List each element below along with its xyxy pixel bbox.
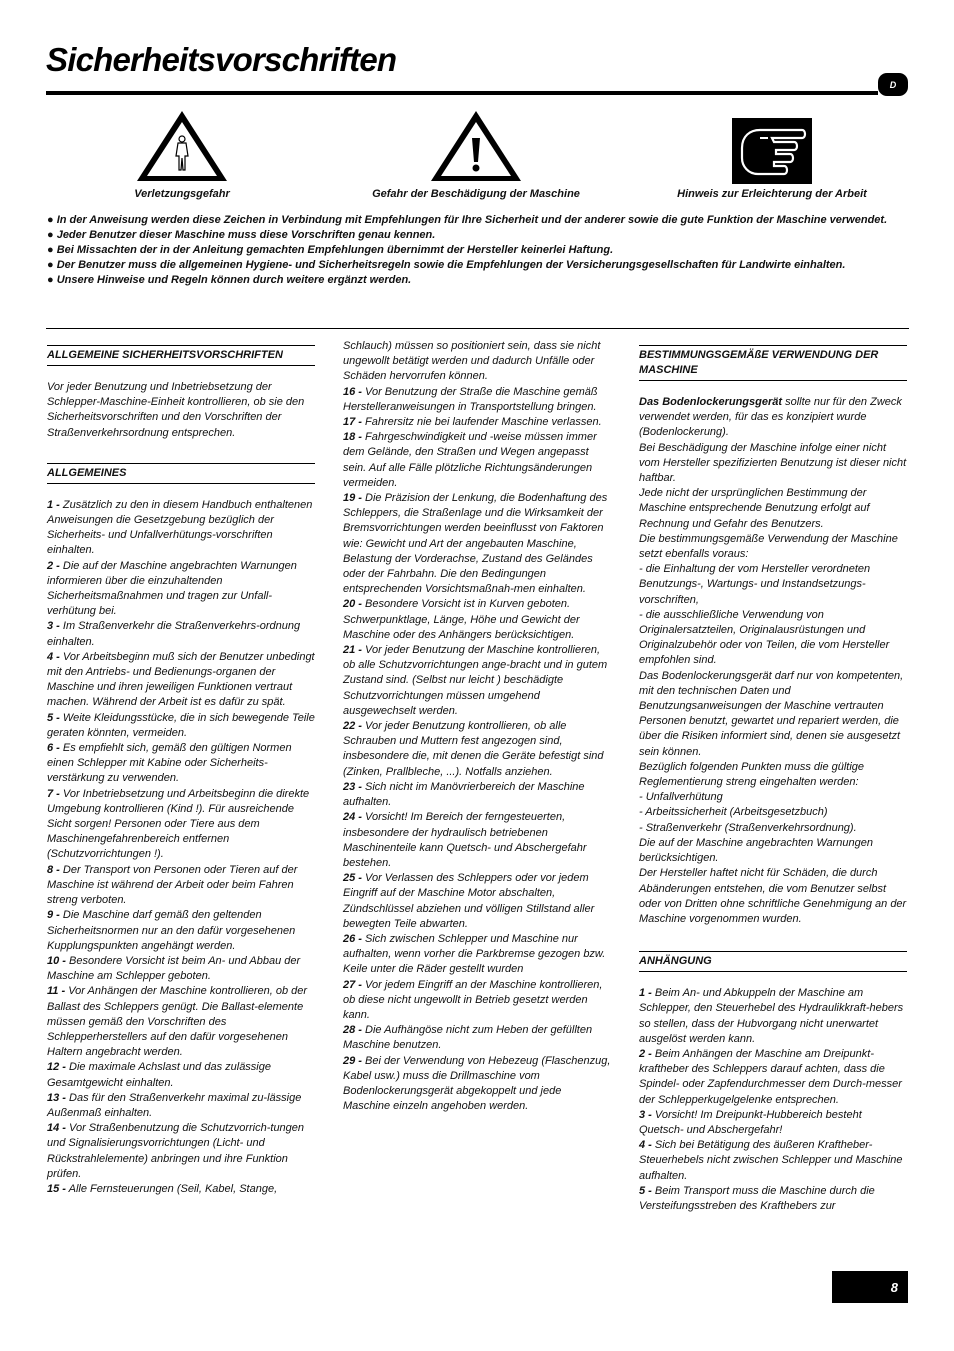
- rule-text: Vor Straßenbenutzung die Schutzvorrich-tungen und Signalisierungsvorrichtungen (Licht- und Rückstrahlelemente) anbringen und ihre Funktion prüfen.: [47, 1122, 305, 1180]
- intended-use-line: Der Hersteller haftet nicht für Schäden, die durch Abänderungen entstehen, die vom Benutzer selbst oder von Dritten ohne schriftliche Genehmigung an der Maschine vorgenommen wurden.: [639, 867, 907, 925]
- rule-text: Alle Fernsteuerungen (Seil, Kabel, Stange,: [65, 1182, 278, 1195]
- rule-text: Sich zwischen Schlepper und Maschine nur aufhalten, wenn vorher die Parkbremse gezogen bzw. Keile unter die Räder gestellt wurden: [343, 932, 606, 976]
- section-heading-intended-use: BESTIMMUNGSGEMÄßE VERWENDUNG DER MASCHINE: [639, 345, 907, 381]
- rule-item: [343, 1054, 611, 1115]
- intro-bullet: ● Unsere Hinweise und Regeln können durch weitere ergänzt werden.: [47, 274, 412, 286]
- hitching-rules-list: [639, 986, 907, 1214]
- intended-use-lead: Das Bodenlockerungsgerät: [639, 396, 783, 408]
- rule-number: 7 -: [47, 787, 60, 800]
- rule-item: [47, 711, 315, 741]
- rule-number: 8 -: [47, 863, 60, 876]
- rule-text: Vor jeder Benutzung kontrollieren, ob alle Schrauben und Muttern fest angezogen sind, insbesondere die, mit denen die Geräte befestigt sind (Zinken, Prallbleche, ...). Notfalls anziehen.: [343, 720, 604, 778]
- intro-bullet: ● Jeder Benutzer dieser Maschine muss diese Vorschriften genau kennen.: [47, 229, 436, 241]
- intended-use-line: - die ausschließliche Verwendung von Originalersatzteilen, Originalausrüstungen und Originalzubehör oder von Teilen, die vom Hersteller empfohlen sind.: [639, 608, 890, 667]
- column-left: [47, 339, 315, 1197]
- rule-number: 12 -: [47, 1061, 66, 1074]
- rule-text: Vorsicht! Im Dreipunkt-Hubbereich besteht Quetsch- und Abschergefahr!: [639, 1108, 862, 1136]
- injury-hazard-person-icon: [134, 108, 230, 184]
- rule-text: Vor Benutzung der Straße die Maschine gemäß Herstelleranweisungen in Transportstellung bringen.: [343, 385, 598, 413]
- rule-text: Fahrgeschwindigkeit und -weise müssen immer dem Gelände, den Straßen und Wegen angepasst sein. Auf alle Fälle plötzliche Richtungsänderungen vermeiden.: [343, 431, 597, 489]
- rule-item: [639, 1184, 907, 1214]
- rule-text: Das für den Straßenverkehr maximal zu-lässige Außenmaß einhalten.: [47, 1091, 302, 1119]
- intended-use-line: Jede nicht der ursprünglichen Bestimmung der Maschine entsprechende Benutzung erfolgt auf Rechnung und Gefahr des Benutzers.: [639, 487, 870, 530]
- intro-bullet: ● Der Benutzer muss die allgemeinen Hygiene- und Sicherheitsregeln sowie die Empfehlungen der Versicherungsgesellschaften für Landwirte einhalten.: [47, 259, 846, 271]
- intended-use-line: Das Bodenlockerungsgerät darf nur von kompetenten, mit den technischen Daten und Benutzungsanweisungen der Maschine vertrauten Personen benutzt, gewartet und repariert werden, die über die Risiken informiert sind, denen sie ausgesetzt sein können.: [639, 669, 904, 758]
- rule-text: Die Aufhängöse nicht zum Heben der gefüllten Maschine benutzen.: [343, 1024, 593, 1052]
- rule-text: Besondere Vorsicht ist in Kurven geboten. Schwerpunktlage, Länge, Höhe und Gewicht der Maschine oder des Anhängers berücksichtigen.: [343, 598, 580, 641]
- intro-bullet: ● Bei Missachten der in der Anleitung gemachten Empfehlungen übernimmt der Hersteller keinerlei Haftung.: [47, 244, 614, 256]
- language-badge: D: [878, 73, 908, 96]
- symbol-work-hint: [642, 108, 902, 200]
- rule-number: 4 -: [639, 1139, 652, 1152]
- symbol-caption: Verletzungsgefahr: [134, 188, 230, 200]
- section-heading-general-safety: ALLGEMEINE SICHERHEITSVORSCHRIFTEN: [47, 345, 315, 366]
- rule-text: Sich nicht im Manövrierbereich der Maschine aufhalten.: [343, 780, 585, 809]
- rule-number: 22 -: [343, 720, 362, 733]
- rule-item: [47, 1182, 315, 1197]
- symbol-injury: [52, 108, 312, 200]
- rule-number: 1 -: [639, 987, 652, 1000]
- rule-item: [47, 954, 315, 984]
- general-rules-list-continued: [343, 385, 611, 1115]
- rule-text: Vor Verlassen des Schleppers oder vor jedem Eingriff auf der Maschine Motor abschalten, Zündschlüssel abziehen und völligen Stillstand aller bewegten Teile abwarten.: [343, 872, 595, 930]
- intended-use-line: - Straßenverkehr (Straßenverkehrsordnung).: [639, 821, 857, 834]
- rule-item: [343, 871, 611, 932]
- rule-number: 2 -: [47, 559, 60, 572]
- general-rules-list: [47, 498, 315, 1197]
- rule-number: 16 -: [343, 385, 362, 398]
- continuation-text: Schlauch) müssen so positioniert sein, dass sie nicht ungewollt betätigt werden und dadurch Unfälle oder Schäden hervorrufen können.: [343, 340, 601, 383]
- rule-number: 2 -: [639, 1047, 652, 1060]
- rule-item: [343, 430, 611, 491]
- section-divider: [46, 328, 909, 329]
- rule-text: Besondere Vorsicht ist beim An- und Abbau der Maschine am Schlepper geboten.: [47, 954, 301, 983]
- rule-item: [47, 619, 315, 649]
- rule-item: [47, 1060, 315, 1090]
- rule-number: 28 -: [343, 1024, 362, 1037]
- rule-number: 6 -: [47, 742, 60, 755]
- rule-text: Der Transport von Personen oder Tieren auf der Maschine ist während der Arbeit oder beim Fahren streng verboten.: [47, 863, 298, 907]
- intended-use-line: - Unfallverhütung: [639, 791, 723, 804]
- intended-use-line: Die bestimmungsgemäße Verwendung der Maschine setzt ebenfalls voraus:: [639, 532, 898, 561]
- rule-text: Vor Arbeitsbeginn muß sich der Benutzer unbedingt mit den Antriebs- und Bedienungs-organen der Maschine und ihren jeweiligen Funktionen vertraut machen. Während der Arbeit ist es dafür zu spät.: [47, 650, 315, 709]
- general-safety-text: Vor jeder Benutzung und Inbetriebsetzung der Schlepper-Maschine-Einheit kontrollieren, ob sie den Sicherheitsvorschriften und den Vorschriften der Straßenverkehrsordnung entsprechen.: [47, 381, 305, 439]
- rule-text: Die Maschine darf gemäß den geltenden Sicherheitsnormen nur an den dafür vorgesehenen Kupplungspunkten angehängt werden.: [47, 909, 296, 952]
- rule-text: Weite Kleidungsstücke, die in sich bewegende Teile geraten könnten, vermeiden.: [47, 711, 315, 739]
- rule-text: Vor Inbetriebsetzung und Arbeitsbeginn die direkte Umgebung kontrollieren (Kind !). Für ausreichende Sicht sorgen! Personen oder Tiere aus dem Maschinengefahrenbereich entfernen (Schutzvorrichtungen !).: [47, 787, 310, 861]
- rule-item: [639, 1108, 907, 1138]
- symbol-machine-damage: [346, 108, 606, 200]
- rule-item: [343, 932, 611, 978]
- rule-number: 25 -: [343, 872, 362, 885]
- rule-number: 26 -: [343, 932, 362, 945]
- rule-text: Vor Anhängen der Maschine kontrollieren, ob der Ballast des Schleppers genügt. Die Ballast-elemente müssen gemäß den Vorschriften des Schlepperherstellers auf den dafür vorgesehenen Haltern angebracht werden.: [47, 985, 308, 1059]
- rule-text: Es empfiehlt sich, gemäß den gültigen Normen einen Schlepper mit Kabine oder Sicherheits-verstärkung zu verwenden.: [47, 742, 292, 785]
- symbol-caption: Gefahr der Beschädigung der Maschine: [372, 188, 580, 200]
- title-rule: [46, 91, 878, 95]
- rule-number: 29 -: [343, 1054, 362, 1067]
- rule-text: Im Straßenverkehr die Straßenverkehrs-ordnung einhalten.: [47, 620, 301, 648]
- rule-number: 11 -: [47, 985, 66, 998]
- rule-item: [47, 984, 315, 1060]
- rule-number: 3 -: [47, 620, 60, 633]
- rule-number: 1 -: [47, 498, 60, 511]
- rule-number: 5 -: [47, 711, 60, 724]
- rule-text: Fahrersitz nie bei laufender Maschine verlassen.: [361, 416, 602, 429]
- rule-item: [343, 597, 611, 643]
- rule-text: Beim Anhängen der Maschine am Dreipunkt-kraftheber des Schleppers darauf achten, dass die Spindel- oder Zapfendurchmesser dem Durch-messer der Schlepperkugelgelenke entsprechen.: [639, 1047, 902, 1106]
- intended-use-line: Die auf der Maschine angebrachten Warnungen berücksichtigen.: [639, 836, 874, 865]
- section-heading-general: ALLGEMEINES: [47, 463, 315, 484]
- rule-number: 14 -: [47, 1122, 66, 1135]
- column-right: [639, 339, 907, 1214]
- rule-item: [343, 1023, 611, 1053]
- rule-item: [343, 978, 611, 1024]
- intro-bullet: ● In der Anweisung werden diese Zeichen in Verbindung mit Empfehlungen für Ihre Sicherheit und der anderer sowie die gute Funktion der Maschine verwendet.: [47, 214, 888, 226]
- rule-number: 4 -: [47, 650, 60, 663]
- rule-item: [47, 908, 315, 954]
- rule-number: 24 -: [343, 811, 362, 824]
- rule-number: 5 -: [639, 1184, 652, 1197]
- intended-use-line: - Arbeitssicherheit (Arbeitsgesetzbuch): [639, 806, 828, 819]
- rule-item: [47, 787, 315, 863]
- rule-number: 9 -: [47, 909, 60, 922]
- rule-item: [343, 385, 611, 415]
- rule-item: [343, 810, 611, 871]
- page-title: Sicherheitsvorschriften: [46, 41, 397, 78]
- rule-text: Die maximale Achslast und das zulässige Gesamtgewicht einhalten.: [47, 1061, 271, 1089]
- rule-text: Bei der Verwendung von Hebezeug (Flaschenzug, Kabel usw.) muss die Drillmaschine vom Bodenlockerungsgerät abgekoppelt und jede Maschine einzeln angehoben werden.: [343, 1054, 611, 1113]
- rule-item: [343, 643, 611, 719]
- intended-use-line: Das Bodenlockerungsgerät sollte nur für den Zweck verwendet werden, für das es konzipiert wurde (Bodenlockerung).: [639, 396, 902, 439]
- rule-number: 18 -: [343, 431, 362, 444]
- intended-use-line: Bei Beschädigung der Maschine infolge einer nicht vom Hersteller spezifizierten Benutzung ist dieser nicht haftbar.: [639, 441, 907, 485]
- rule-number: 17 -: [343, 416, 362, 429]
- rule-text: Vor jeder Benutzung der Maschine kontrollieren, ob alle Schutzvorrichtungen ange-bracht und in gutem Zustand sind. (Selbst nur leicht ) beschädigte Schutzvorrichtungen müssen umgehend ausgewechselt werden.: [343, 644, 608, 717]
- rule-item: [47, 1091, 315, 1121]
- rule-item: [639, 986, 907, 1047]
- page-number: 8: [832, 1271, 908, 1303]
- rule-item: [343, 415, 611, 430]
- rule-text: Die Präzision der Lenkung, die Bodenhaftung des Schleppers, die Straßenlage und die Wirksamkeit der Bremsvorrichtungen werden beeinflusst von Faktoren wie: Gewicht und Art der angebauten Maschine, Belastung der Vorderachse, Zustand des Geländes oder der Fahrbahn. Die den Bedingungen entsprechenden Vorsichtsmaßnah-men einhalten.: [343, 492, 608, 596]
- machine-damage-exclamation-icon: [428, 108, 524, 184]
- rule-text: Sich bei Betätigung des äußeren Kraftheber-Steuerhebels nicht zwischen Schlepper und Maschine aufhalten.: [639, 1139, 903, 1182]
- rule-item: [639, 1047, 907, 1108]
- rule-number: 13 -: [47, 1091, 66, 1104]
- rule-text: Beim Transport muss die Maschine durch die Versteifungsstreben des Krafthebers zur: [639, 1184, 875, 1212]
- rule-text: Vor jedem Eingriff an der Maschine kontrollieren, ob diese nicht ungewollt in Betrieb gesetzt werden kann.: [343, 978, 603, 1021]
- rule-item: [47, 863, 315, 909]
- rule-text: Die auf der Maschine angebrachten Warnungen informieren über die einzuhaltenden Sicherheitsmaßnahmen und tragen zur Unfall-verhütung bei.: [47, 559, 297, 618]
- intro-notes: [47, 213, 907, 288]
- rule-number: 10 -: [47, 954, 66, 967]
- section-heading-hitching: ANHÄNGUNG: [639, 951, 907, 972]
- intended-use-line: - die Einhaltung der vom Hersteller verordneten Benutzungs-, Wartungs- und Instandsetzungs-vorschriften,: [639, 563, 871, 606]
- rule-number: 21 -: [343, 644, 362, 657]
- rule-number: 15 -: [47, 1182, 66, 1195]
- rule-item: [343, 719, 611, 780]
- rule-number: 3 -: [639, 1108, 652, 1121]
- rule-item: [47, 741, 315, 787]
- rule-item: [47, 559, 315, 620]
- rule-number: 23 -: [343, 780, 362, 793]
- rule-text: Beim An- und Abkuppeln der Maschine am Schlepper, den Steuerhebel des Hydraulikkraft-hebers so stellen, dass der Hubvorgang nicht unerwartet ausgelöst werden kann.: [639, 987, 904, 1045]
- column-middle: [343, 339, 611, 1114]
- symbol-caption: Hinweis zur Erleichterung der Arbeit: [677, 188, 867, 200]
- intended-use-line: Bezüglich folgenden Punkten muss die gültige Reglementierung streng eingehalten werden:: [639, 760, 865, 789]
- rule-number: 27 -: [343, 978, 362, 991]
- rule-item: [47, 498, 315, 559]
- rule-item: [639, 1138, 907, 1184]
- rule-number: 20 -: [343, 598, 362, 611]
- rule-item: [343, 491, 611, 597]
- rule-text: Zusätzlich zu den in diesem Handbuch enthaltenen Anweisungen die Gesetzgebung bezüglich der Sicherheits- und Unfallverhütungs-vorschriften einhalten.: [47, 498, 313, 557]
- pointing-hand-hint-icon: [732, 118, 812, 184]
- intended-use-text: [639, 395, 907, 927]
- rule-item: [47, 1121, 315, 1182]
- rule-number: 19 -: [343, 492, 362, 505]
- rule-item: [47, 650, 315, 711]
- rule-text: Vorsicht! Im Bereich der ferngesteuerten, insbesondere der hydraulisch betriebenen Maschinenteile kann Quetsch- und Abschergefahr bestehen.: [343, 811, 587, 869]
- rule-item: [343, 780, 611, 810]
